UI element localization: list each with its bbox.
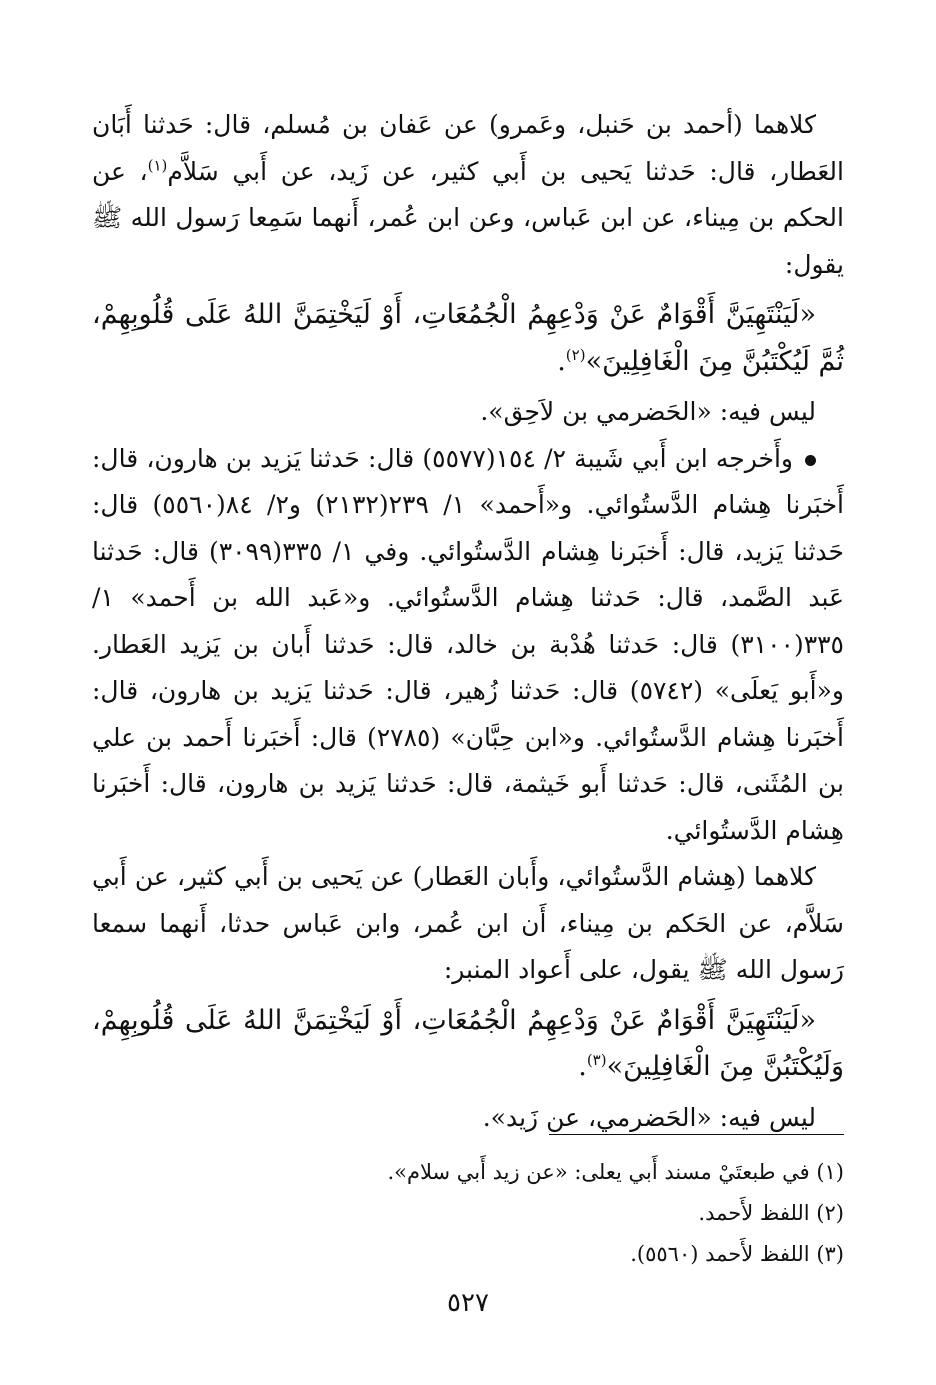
- takhrij-paragraph: وأَخرجه ابن أَبي شَيبة ٢/ ١٥٤(٥٥٧٧) قال: حَدثنا يَزيد بن هارون، قال: أَخبَرنا هِشام الدَّستُوائي. و«أَحمد» ١/ ٢٣٩(٢١٣٢) و٢/ ٨٤(٥٥٦٠) قال: حَدثنا يَزيد، قال: أَخبَرنا هِشام الدَّستُوائي. وفي ١/ ٣٣٥(٣٠٩٩) قال: حَدثنا عَبد الصَّمد، قال: حَدثنا هِشام الدَّستُوائي. و«عَبد الله بن أَحمد» ١/ ٣٣٥(٣١٠٠) قال: حَدثنا هُدْبة بن خالد، قال: حَدثنا أَبان بن يَزيد العَطار. و«أَبو يَعلَى» (٥٧٤٢) قال: حَدثنا زُهير، قال: حَدثنا يَزيد بن هارون، قال: أَخبَرنا هِشام الدَّستُوائي. و«ابن حِبَّان» (٢٧٨٥) قال: أَخبَرنا أَحمد بن علي بن المُثَنى، قال: حَدثنا أَبو خَيثمة، قال: حَدثنا يَزيد بن هارون، قال: أَخبَرنا هِشام الدَّستُوائي.: [92, 443, 845, 845]
- footnote-1: (١) في طبعتَيْ مسند أَبي يعلى: «عن زيد أَبي سلام».: [387, 1160, 844, 1184]
- narration-paragraph-2: كلاهما (هِشام الدَّستُوائي، وأَبان العَطار) عن يَحيى بن أَبي كثير، عن أَبي سَلاَّم، عن الحَكم بن مِيناء، أَن ابن عُمر، وابن عَباس حدثا، أَنهما سمعا رَسول الله ﷺ يقول، على أَعواد المنبر:: [92, 862, 844, 984]
- footnote-divider: [549, 1134, 844, 1135]
- page-number: ٥٢٧: [447, 1288, 489, 1318]
- note-paragraph-2: ليس فيه: «الحَضرمي، عن زَيد».: [482, 1102, 816, 1132]
- footnote-ref-2[interactable]: (٢): [565, 345, 586, 364]
- hadith-text-1: «لَيَنْتَهِيَنَّ أَقْوَامٌ عَنْ وَدْعِهِمُ الْجُمُعَاتِ، أَوْ لَيَخْتِمَنَّ اللهُ عَلَى قُلُوبِهِمْ، ثُمَّ لَيُكْتَبُنَّ مِنَ الْغَافِلِينَ»$^{(٢)}$.: [92, 299, 844, 377]
- footnote-3: (٣) اللفظ لأَحمد (٥٥٦٠).: [630, 1242, 844, 1266]
- main-text: [92, 102, 844, 1141]
- footnotes: [92, 1152, 844, 1275]
- footnote-ref-1[interactable]: (١): [147, 156, 168, 175]
- hadith-text-2: «لَيَنْتَهِيَنَّ أَقْوَامٌ عَنْ وَدْعِهِمُ الْجُمُعَاتِ، أَوْ لَيَخْتِمَنَّ اللهُ عَلَى قُلُوبِهِمْ، وَلَيُكْتَبُنَّ مِنَ الْغَافِلِينَ»$^{(٣)}$.: [92, 1004, 844, 1082]
- narration-paragraph-1: كلاهما (أحمد بن حَنبل، وعَمرو) عن عَفان بن مُسلم، قال: حَدثنا أَبَان العَطار، قال: حَدثنا يَحيى بن أَبي كثير، عن زَيد، عن أَبي سَلاَّم$^{(١)}$، عن الحكم بن مِيناء، عن ابن عَباس، وعن ابن عُمر، أَنهما سَمِعا رَسول الله ﷺ يقول:: [92, 110, 844, 279]
- bullet-icon: [805, 455, 816, 466]
- footnote-ref-3[interactable]: (٣): [586, 1051, 607, 1069]
- note-paragraph-1: ليس فيه: «الحَضرمي بن لاَحِق».: [480, 397, 816, 426]
- footnote-2: (٢) اللفظ لأَحمد.: [698, 1201, 844, 1225]
